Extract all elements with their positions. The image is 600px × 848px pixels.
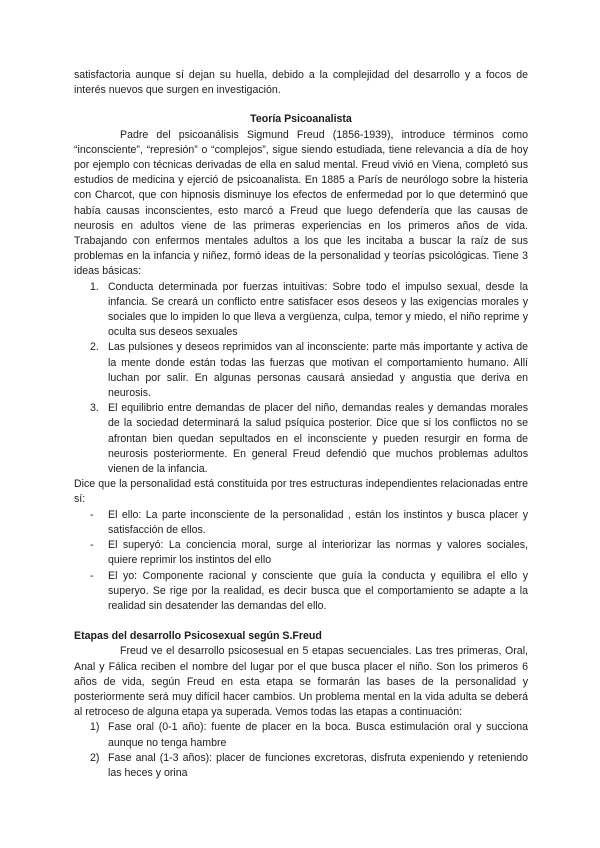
list-item	[74, 538, 528, 568]
document-page	[74, 68, 528, 781]
structures-list	[74, 508, 528, 614]
list-marker: 1.	[90, 280, 99, 293]
list-marker: 2.	[90, 341, 99, 354]
list-item-text: El superyó: La conciencia moral, surge al interiorizar las normas y valores sociales, quiere reprimir los instintos del ello	[108, 539, 528, 567]
list-marker: -	[90, 508, 94, 521]
list-marker: -	[90, 539, 94, 552]
list-marker: -	[90, 569, 94, 582]
list-marker: 3.	[90, 402, 99, 415]
list-item-text: El ello: La parte inconsciente de la personalidad , están los instintos y busca placer y satisfacción de ellos.	[108, 508, 528, 536]
stages-list	[74, 720, 528, 781]
list-marker: 2)	[90, 751, 100, 764]
intro-tail-paragraph: satisfactoria aunque sí dejan su huella, debido a la complejidad del desarrollo y a focos de interés nuevos que surgen en investigación.	[74, 69, 528, 97]
list-item-text: Conducta determinada por fuerzas intuitivas: Sobre todo el impulso sexual, desde la infancia. Se creará un conflicto entre satisfacer esos deseos y las exigencias morales y sociales que lo impiden lo que lleva a vergüenza, culpa, temor y miedo, el niño reprime y oculta sus deseos sexuales	[108, 280, 528, 339]
list-item	[74, 401, 528, 477]
section-title-etapas: Etapas del desarrollo Psicosexual según S.Freud	[74, 630, 322, 643]
section-title-psicoanalista: Teoría Psicoanalista	[250, 113, 352, 126]
list-item-text: Fase oral (0-1 año): fuente de placer en la boca. Busca estimulación oral y succiona aunque no tenga hambre	[108, 721, 528, 749]
list-item	[74, 569, 528, 615]
list-item	[74, 340, 528, 401]
list-item-text: El yo: Componente racional y consciente que guía la conducta y equilibra el ello y superyo. Se rige por la realidad, es decir busca que el comportamiento se adapte a la realidad sin desatender las demandas del ello.	[108, 569, 528, 612]
list-item-text: El equilibrio entre demandas de placer del niño, demandas reales y demandas morales de la sociedad determinará la salud psíquica posterior. Dice que si los conflictos no se afrontan bien quedan sepultados en el inconsciente y pueden resurgir en forma de neurosis posteriormente. En general Freud defendió que muchos problemas adultos vienen de la infancia.	[108, 402, 528, 476]
list-item-text: Fase anal (1-3 años): placer de funciones excretoras, disfruta expeniendo y reteniendo las heces y orina	[108, 751, 528, 779]
etapas-intro-paragraph: Freud ve el desarrollo psicosesual en 5 etapas secuenciales. Las tres primeras, Oral, Anal y Fálica reciben el nombre del lugar por el que busca placer el niño. Son los primeros 6 años de vida, según Freud en esta etapa se formarán las bases de la personalidad y posteriormente será muy difícil hacer cambios. Un problema mental en la vida adulta se deberá al retroceso de alguna etapa ya superada. Vemos todas las etapas a continuación:	[74, 645, 528, 719]
freud-intro-paragraph: Padre del psicoanálisis Sigmund Freud (1856-1939), introduce términos como “inconsciente”, “represión” o “complejos”, sigue siendo estudiada, tiene relevancia a día de hoy por ejemplo con técnicas derivadas de ella en salud mental. Freud vivió en Viena, completó sus estudios de medicina y ejerció de psicoanalista. En 1885 a París de neurólogo sobre la histeria con Charcot, que con hipnosis disminuye los efectos de enfermedad por lo que determinó que había causas inconscientes, esto marcó a Freud que luego defendería que las causas de neurosis en adultos viene de las primeras experiencias en los primeros años de vida. Trabajando con enfermos mentales adultos a los que les incitaba a buscar la raíz de sus problemas en la infancia y niñez, formó ideas de la personalidad y teorías psicológicas. Tiene 3 ideas básicas:	[74, 128, 528, 278]
list-item	[74, 508, 528, 538]
list-item-text: Las pulsiones y deseos reprimidos van al inconsciente: parte más importante y activa de la mente donde están todas las fuerzas que motivan el comportamiento humano. Allí luchan por salir. En algunas personas causará ansiedad y angustia que deriva en neurosis.	[108, 341, 528, 400]
list-item	[74, 720, 528, 750]
list-item	[74, 280, 528, 341]
list-item	[74, 751, 528, 781]
list-marker: 1)	[90, 721, 100, 734]
structures-intro-paragraph: Dice que la personalidad está constituida por tres estructuras independientes relacionadas entre sí:	[74, 478, 528, 506]
basic-ideas-list	[74, 280, 528, 478]
